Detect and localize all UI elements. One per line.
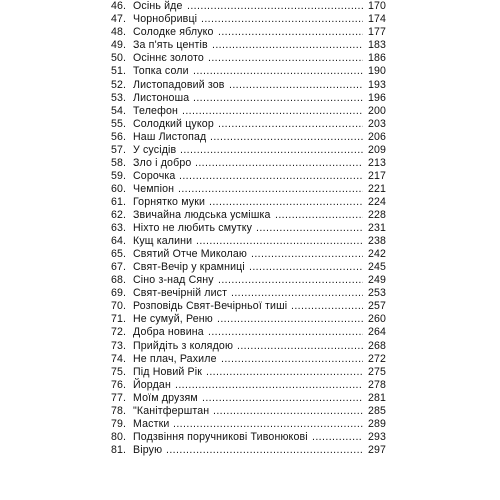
toc-dot-leader <box>201 13 363 26</box>
toc-entry <box>0 392 500 405</box>
toc-dot-leader <box>195 157 363 170</box>
toc-entry <box>0 261 500 274</box>
toc-dot-leader <box>221 353 363 366</box>
toc-entry-number: 71. <box>110 313 126 326</box>
toc-entry <box>0 157 500 170</box>
toc-dot-leader <box>210 131 363 144</box>
toc-entry <box>0 222 500 235</box>
toc-entry-title: Під Новий Рік <box>133 365 203 378</box>
toc-entry-page: 289 <box>368 417 386 430</box>
toc-entry-title: Прийдіть з колядою <box>133 339 234 352</box>
toc-entry <box>0 287 500 300</box>
toc-entry-page: 190 <box>368 65 386 78</box>
toc-entry-title: Свят-вечірній лист <box>133 287 228 300</box>
toc-entry <box>0 366 500 379</box>
toc-dot-leader <box>231 287 363 300</box>
toc-entry-title: За п'ять центів <box>133 39 208 52</box>
toc-entry-page: 245 <box>368 261 386 274</box>
toc-entry <box>0 105 500 118</box>
toc-entry-number: 50. <box>110 52 126 65</box>
toc-entry-title: Звичайна людська усмішка <box>133 209 271 221</box>
toc-entry-title: Зло і добро <box>133 156 192 169</box>
toc-entry-title: Листопадовий зов <box>133 78 225 91</box>
toc-entry <box>0 196 500 209</box>
toc-dot-leader <box>193 65 363 78</box>
toc-dot-leader <box>178 183 363 196</box>
toc-entry-page: 242 <box>368 248 386 261</box>
toc-entry-page: 177 <box>368 26 386 39</box>
toc-entry-number: 57. <box>110 143 126 156</box>
toc-entry-number: 73. <box>110 339 126 352</box>
toc-entry-title: Телефон <box>133 104 178 117</box>
toc-entry-title: Осінь йде <box>133 0 183 13</box>
toc-entry-page: 285 <box>368 404 386 417</box>
toc-entry-page: 221 <box>368 182 386 195</box>
toc-entry <box>0 39 500 52</box>
toc-entry <box>0 183 500 196</box>
toc-entry <box>0 65 500 78</box>
toc-entry-number: 51. <box>110 65 126 78</box>
toc-entry-page: 209 <box>368 143 386 156</box>
toc-dot-leader <box>209 196 363 209</box>
toc-dot-leader <box>256 222 363 235</box>
toc-entry-page: 183 <box>368 39 386 52</box>
toc-entry <box>0 431 500 444</box>
toc-entry-title: Добра новина <box>133 326 204 339</box>
toc-entry-page: 264 <box>368 326 386 339</box>
toc-entry-page: 293 <box>368 430 386 443</box>
toc-entry-page: 249 <box>368 274 386 287</box>
toc-dot-leader <box>193 92 363 105</box>
toc-entry <box>0 340 500 353</box>
toc-entry-number: 67. <box>110 261 126 274</box>
toc-dot-leader <box>206 366 363 379</box>
toc-dot-leader <box>202 392 363 405</box>
toc-dot-leader <box>249 261 363 274</box>
toc-entry-number: 63. <box>110 222 126 235</box>
toc-entry-number: 55. <box>110 117 126 130</box>
toc-entry-page: 231 <box>368 222 386 235</box>
toc-dot-leader <box>179 170 363 183</box>
toc-entry <box>0 379 500 392</box>
toc-entry <box>0 405 500 418</box>
toc-entry <box>0 131 500 144</box>
toc-entry-title: Ніхто не любить смутку <box>133 222 253 235</box>
toc-entry-page: 213 <box>368 156 386 169</box>
toc-entry-title: Наш Листопад <box>133 130 207 143</box>
toc-dot-leader <box>180 144 363 157</box>
toc-entry-title: Кущ калини <box>133 235 193 248</box>
toc-entry-number: 70. <box>110 300 126 313</box>
toc-entry-title: Свят-Вечір у крамниці <box>133 261 245 274</box>
toc-entry-number: 54. <box>110 104 126 117</box>
toc-entry-page: 260 <box>368 313 386 326</box>
toc-entry-title: Мастки <box>133 417 170 430</box>
toc-entry <box>0 326 500 339</box>
toc-entry <box>0 444 500 457</box>
toc-entry-title: Не сумуй, Реню <box>133 313 213 326</box>
toc-entry-title: Вірую <box>133 443 163 456</box>
toc-entry <box>0 248 500 261</box>
toc-entry-title: Подзвіння поручникові Тивонюкові <box>133 430 308 443</box>
toc-entry <box>0 0 500 13</box>
toc-entry <box>0 418 500 431</box>
toc-dot-leader <box>218 118 363 131</box>
toc-entry <box>0 92 500 105</box>
toc-dot-leader <box>187 0 363 13</box>
toc-entry-number: 56. <box>110 130 126 143</box>
toc-entry-number: 74. <box>110 352 126 365</box>
toc-entry-title: "Канітферштан <box>133 404 210 417</box>
toc-entry <box>0 170 500 183</box>
toc-entry-title: Сіно з-над Сяну <box>133 274 214 287</box>
toc-entry-title: Не плач, Рахиле <box>133 352 217 365</box>
toc-entry-number: 58. <box>110 156 126 169</box>
toc-entry-title: Моїм друзям <box>133 391 198 404</box>
toc-dot-leader <box>182 105 363 118</box>
toc-entry-page: 186 <box>368 52 386 65</box>
toc-entry <box>0 235 500 248</box>
toc-entry-number: 64. <box>110 235 126 248</box>
toc-dot-leader <box>251 248 363 261</box>
toc-entry-number: 61. <box>110 195 126 208</box>
toc-entry-page: 200 <box>368 104 386 117</box>
toc-entry-page: 193 <box>368 78 386 91</box>
toc-dot-leader <box>173 418 363 431</box>
toc-dot-leader <box>275 209 363 222</box>
toc-entry-page: 196 <box>368 91 386 104</box>
toc-dot-leader <box>166 444 363 457</box>
toc-entry <box>0 79 500 92</box>
toc-entry-number: 53. <box>110 91 126 104</box>
toc-dot-leader <box>212 39 363 52</box>
toc-entry-page: 238 <box>368 235 386 248</box>
toc-entry-page: 253 <box>368 287 386 300</box>
toc-entry-page: 203 <box>368 117 386 130</box>
toc-entry-page: 228 <box>368 209 386 221</box>
toc-entry-title: Солодкий цукор <box>133 117 214 130</box>
toc-dot-leader <box>218 274 363 287</box>
toc-dot-leader <box>208 326 363 339</box>
toc-entry-number: 52. <box>110 78 126 91</box>
toc-entry-number: 48. <box>110 26 126 39</box>
toc-dot-leader <box>208 52 363 65</box>
toc-entry <box>0 313 500 326</box>
toc-entry-page: 170 <box>368 0 386 13</box>
toc-entry-number: 72. <box>110 326 126 339</box>
toc-entry-page: 206 <box>368 130 386 143</box>
toc-entry-number: 46. <box>110 0 126 13</box>
toc-entry-number: 65. <box>110 248 126 261</box>
toc-entry-title: Топка соли <box>133 65 189 78</box>
toc-entry-title: Листоноша <box>133 91 190 104</box>
toc-dot-leader <box>196 235 363 248</box>
toc-entry-page: 281 <box>368 391 386 404</box>
toc-entry-page: 272 <box>368 352 386 365</box>
toc-entry-number: 60. <box>110 182 126 195</box>
toc-dot-leader <box>218 26 363 39</box>
toc-entry-page: 257 <box>368 300 386 313</box>
toc-entry-number: 76. <box>110 378 126 391</box>
toc-entry-number: 79. <box>110 417 126 430</box>
toc-entry <box>0 353 500 366</box>
toc-entry-title: Осіннє золото <box>133 52 204 65</box>
toc-entry-title: Святий Отче Миколаю <box>133 248 247 261</box>
toc-dot-leader <box>237 340 363 353</box>
toc-entry-number: 78. <box>110 404 126 417</box>
toc-dot-leader <box>312 431 363 444</box>
toc-dot-leader <box>217 313 363 326</box>
toc-entry-page: 268 <box>368 339 386 352</box>
toc-dot-leader <box>175 379 363 392</box>
toc-entry-page: 224 <box>368 195 386 208</box>
toc-dot-leader <box>229 79 363 92</box>
toc-entry-number: 69. <box>110 287 126 300</box>
toc-entry-number: 62. <box>110 209 126 221</box>
toc-entry <box>0 26 500 39</box>
toc-entry <box>0 209 500 222</box>
toc-entry <box>0 144 500 157</box>
toc-entry-title: У сусідів <box>133 143 177 156</box>
toc-entry-number: 49. <box>110 39 126 52</box>
toc-dot-leader <box>213 405 363 418</box>
toc-entry-number: 68. <box>110 274 126 287</box>
toc-entry <box>0 52 500 65</box>
toc-entry-number: 81. <box>110 443 126 456</box>
toc-entry-title: Горнятко муки <box>133 195 206 208</box>
toc-entry-page: 217 <box>368 169 386 182</box>
toc-entry-title: Чорнобривці <box>133 13 198 26</box>
toc-entry <box>0 13 500 26</box>
toc-entry-page: 275 <box>368 365 386 378</box>
toc-entry-title: Йордан <box>133 378 171 391</box>
toc-entry-number: 59. <box>110 169 126 182</box>
toc-entry <box>0 118 500 131</box>
toc-entry-page: 278 <box>368 378 386 391</box>
toc-entry-page: 174 <box>368 13 386 26</box>
toc-entry-page: 297 <box>368 443 386 456</box>
toc-entry <box>0 300 500 313</box>
toc-entry-title: Сорочка <box>133 169 176 182</box>
toc-entry <box>0 274 500 287</box>
toc-entry-number: 80. <box>110 430 126 443</box>
toc-dot-leader <box>291 300 363 313</box>
toc-entry-number: 75. <box>110 365 126 378</box>
toc-entry-title: Розповідь Свят-Вечірньої тиші <box>133 300 288 313</box>
toc-entry-title: Солодке яблуко <box>133 26 214 39</box>
toc-entry-number: 47. <box>110 13 126 26</box>
toc-entry-title: Чемпіон <box>133 182 175 195</box>
toc-entry-number: 77. <box>110 391 126 404</box>
